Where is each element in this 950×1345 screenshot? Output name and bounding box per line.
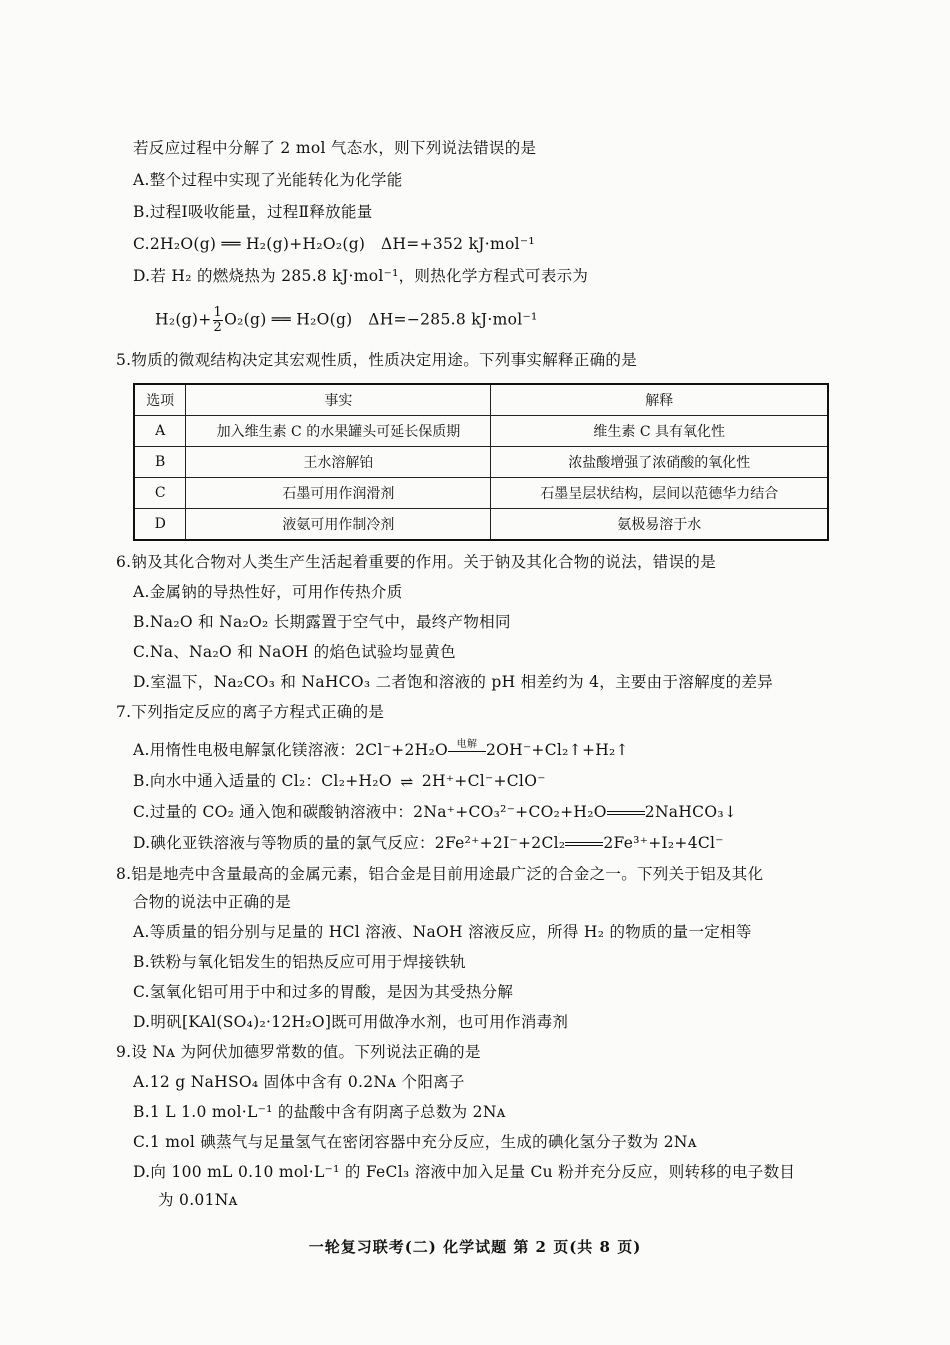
one-half-fraction <box>213 306 224 335</box>
q4-option-d: D.若 H₂ 的燃烧热为 285.8 kJ·mol⁻¹，则热化学方程式可表示为 <box>133 267 589 285</box>
q4-option-c <box>133 234 535 254</box>
table-cell-option: D <box>134 509 186 541</box>
reversible-arrow-icon: ⇌ <box>400 773 414 791</box>
table-cell-option: C <box>134 478 186 509</box>
q7-stem: 7.下列指定反应的离子方程式正确的是 <box>116 703 385 721</box>
q9-option-d-line1: D.向 100 mL 0.10 mol·L⁻¹ 的 FeCl₃ 溶液中加入足量 Cu 粉并充分反应，则转移的电子数目 <box>133 1163 796 1181</box>
q4-stem: 若反应过程中分解了 2 mol 气态水，则下列说法错误的是 <box>133 139 537 157</box>
q6-option-a: A.金属钠的导热性好，可用作传热介质 <box>133 583 403 601</box>
fraction-numerator: 1 <box>213 305 223 320</box>
table-row <box>134 447 828 478</box>
q4-option-c-label: C. <box>133 235 150 253</box>
q8-option-b: B.铁粉与氧化铝发生的铝热反应可用于焊接铁轨 <box>133 953 466 971</box>
table-cell-explanation: 氨极易溶于水 <box>491 509 828 541</box>
q5-table <box>133 383 829 541</box>
q9-option-b: B.1 L 1.0 mol·L⁻¹ 的盐酸中含有阴离子总数为 2Nᴀ <box>133 1103 506 1121</box>
q7-option-b <box>133 771 546 792</box>
q6-stem: 6.钠及其化合物对人类生产生活起着重要的作用。关于钠及其化合物的说法，错误的是 <box>116 553 716 571</box>
table-cell-option: A <box>134 416 186 447</box>
q8-option-c: C.氢氧化铝可用于中和过多的胃酸，是因为其受热分解 <box>133 983 514 1001</box>
q8-stem-line2: 合物的说法中正确的是 <box>133 893 292 911</box>
q4-option-a: A.整个过程中实现了光能转化为化学能 <box>133 171 403 189</box>
table-cell-fact: 加入维生素 C 的水果罐头可延长保质期 <box>186 416 491 447</box>
q7-c-left: C.过量的 CO₂ 通入饱和碳酸钠溶液中：2Na⁺+CO₃²⁻+CO₂+H₂O <box>133 803 607 821</box>
q7-d-left: D.碘化亚铁溶液与等物质的量的氯气反应：2Fe²⁺+2I⁻+2Cl₂ <box>133 834 566 852</box>
table-header-row <box>134 384 828 416</box>
q6-option-d: D.室温下，Na₂CO₃ 和 NaHCO₃ 二者饱和溶液的 pH 相差约为 4，主要由于溶解度的差异 <box>133 673 774 691</box>
q4-option-c-enthalpy: ΔH=+352 kJ·mol⁻¹ <box>380 235 535 253</box>
q6-option-b: B.Na₂O 和 Na₂O₂ 长期露置于空气中，最终产物相同 <box>133 613 511 631</box>
q7-option-a <box>133 740 629 760</box>
q4-d-enthalpy: ΔH=−285.8 kJ·mol⁻¹ <box>368 310 538 329</box>
q4-option-b: B.过程Ⅰ吸收能量，过程Ⅱ释放能量 <box>133 203 373 221</box>
q8-option-a: A.等质量的铝分别与足量的 HCl 溶液、NaOH 溶液反应，所得 H₂ 的物质的量一定相等 <box>133 923 752 941</box>
table-header-explanation: 解释 <box>491 384 828 416</box>
q7-c-right: 2NaHCO₃↓ <box>644 803 738 821</box>
fraction-denominator: 2 <box>213 320 223 335</box>
q7-a-right: 2OH⁻+Cl₂↑+H₂↑ <box>485 741 629 759</box>
table-cell-explanation: 石墨呈层状结构，层间以范德华力结合 <box>491 478 828 509</box>
q6-option-c: C.Na、Na₂O 和 NaOH 的焰色试验均显黄色 <box>133 643 456 661</box>
table-cell-option: B <box>134 447 186 478</box>
q9-option-a: A.12 g NaHSO₄ 固体中含有 0.2Nᴀ 个阳离子 <box>133 1073 465 1091</box>
table-cell-fact: 王水溶解铂 <box>186 447 491 478</box>
q7-option-c <box>133 802 737 822</box>
q9-stem: 9.设 Nᴀ 为阿伏加德罗常数的值。下列说法正确的是 <box>116 1043 481 1061</box>
electrolysis-label: 电解 <box>456 738 478 750</box>
q7-a-left: A.用惰性电极电解氯化镁溶液：2Cl⁻+2H₂O <box>133 741 448 759</box>
q7-option-d <box>133 833 724 853</box>
table-cell-explanation: 浓盐酸增强了浓硝酸的氧化性 <box>491 447 828 478</box>
table-cell-explanation: 维生素 C 具有氧化性 <box>491 416 828 447</box>
equals-arrow <box>565 840 603 848</box>
q4-d-eq-right: O₂(g) ══ H₂O(g) <box>224 310 353 329</box>
q7-b-left: B.向水中通入适量的 Cl₂：Cl₂+H₂O <box>133 772 392 790</box>
electrolysis-arrow <box>448 738 486 754</box>
q5-stem: 5.物质的微观结构决定其宏观性质，性质决定用途。下列事实解释正确的是 <box>116 351 637 369</box>
q4-d-eq-left: H₂(g)+ <box>155 310 212 329</box>
table-row <box>134 416 828 447</box>
table-header-option: 选项 <box>134 384 186 416</box>
table-cell-fact: 石墨可用作润滑剂 <box>186 478 491 509</box>
q7-b-right: 2H⁺+Cl⁻+ClO⁻ <box>421 772 546 790</box>
table-row <box>134 509 828 541</box>
q8-stem-line1: 8.铝是地壳中含量最高的金属元素，铝合金是目前用途最广泛的合金之一。下列关于铝及其化 <box>116 865 764 883</box>
q9-option-c: C.1 mol 碘蒸气与足量氢气在密闭容器中充分反应，生成的碘化氢分子数为 2Nᴀ <box>133 1133 697 1151</box>
q4-option-c-equation: 2H₂O(g) ══ H₂(g)+H₂O₂(g) <box>149 235 366 253</box>
q9-option-d-line2: 为 0.01Nᴀ <box>158 1191 238 1209</box>
table-header-fact: 事实 <box>186 384 491 416</box>
table-cell-fact: 液氨可用作制冷剂 <box>186 509 491 541</box>
equals-arrow <box>607 809 645 817</box>
q4-option-d-equation <box>155 306 538 335</box>
page-footer: 一轮复习联考(二) 化学试题 第 2 页(共 8 页) <box>308 1238 642 1256</box>
q7-d-right: 2Fe³⁺+I₂+4Cl⁻ <box>603 834 724 852</box>
q8-option-d: D.明矾[KAl(SO₄)₂·12H₂O]既可用做净水剂，也可用作消毒剂 <box>133 1013 569 1031</box>
table-row <box>134 478 828 509</box>
